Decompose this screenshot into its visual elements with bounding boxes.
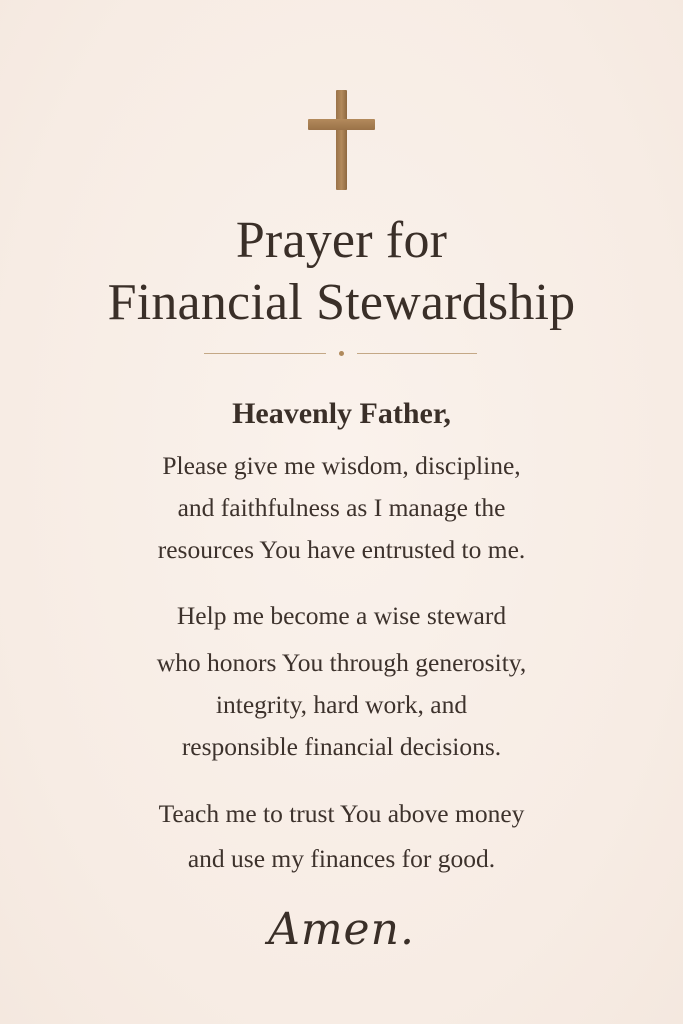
salutation: Heavenly Father,	[232, 397, 451, 430]
paragraph-3-line-1: Teach me to trust You above money	[158, 799, 525, 828]
paragraph-3-line-2: and use my finances for good.	[187, 844, 496, 873]
paragraph-2-line-4: responsible financial decisions.	[181, 732, 502, 761]
paragraph-2-line-1: Help me become a wise steward	[176, 601, 507, 630]
paragraph-2-line-2: who honors You through generosity,	[156, 648, 527, 677]
divider-left	[204, 353, 326, 354]
cross-icon	[308, 90, 375, 190]
paragraph-2-line-3: integrity, hard work, and	[215, 690, 468, 719]
title-line-2: Financial Stewardship	[107, 274, 576, 331]
paragraph-1-line-3: resources You have entrusted to me.	[157, 535, 526, 564]
closing-amen: Amen.	[268, 904, 415, 955]
paragraph-1-line-2: and faithfulness as I manage the	[177, 493, 506, 522]
divider-right	[357, 353, 477, 354]
paragraph-1-line-1: Please give me wisdom, discipline,	[162, 451, 521, 480]
divider-dot	[339, 351, 344, 356]
title-line-1: Prayer for	[235, 212, 448, 269]
